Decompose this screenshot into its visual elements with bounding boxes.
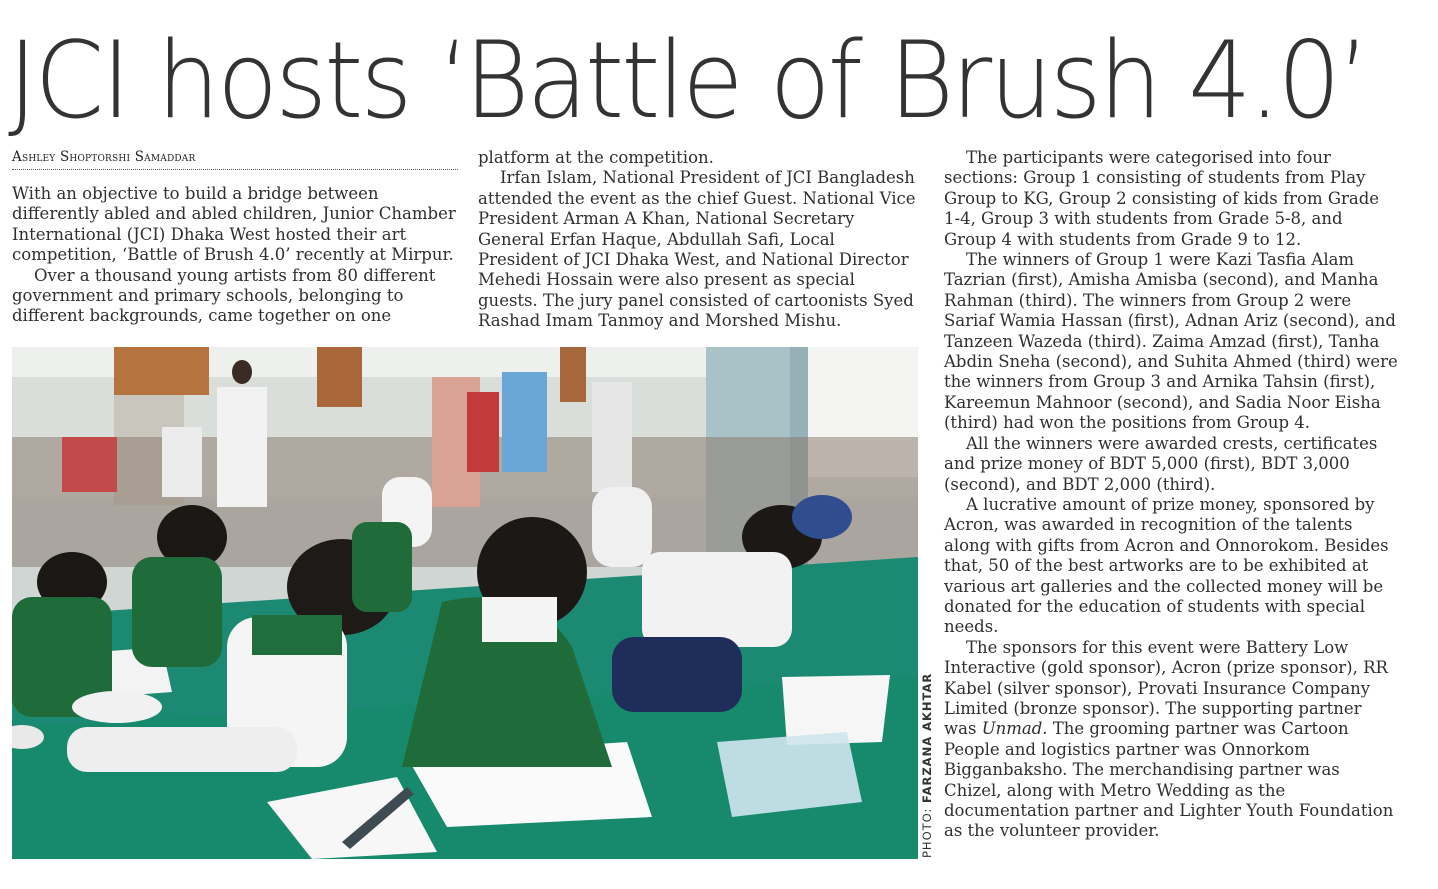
- paragraph: platform at the competition.: [478, 148, 714, 167]
- photo-credit-prefix: PHOTO:: [920, 802, 934, 858]
- photographer-name: FARZANA AKHTAR: [920, 672, 934, 803]
- byline: Ashley Shoptorshi Samaddar: [12, 149, 458, 170]
- paragraph: The winners of Group 1 were Kazi Tasfia Alam Tazrian (first), Amisha Amisba (second), and Manha Rahman (third). The winners from Group 2 were Sariaf Wamia Hassan (first), Adnan Ariz (second), and Tanzeen Wazeda (third). Zaima Amzad (first), Tanha Abdin Sneha (second), and Suhita Ahmed (third) were the winners from Group 3 and Arnika Tahsin (first), Kareemun Mahnoor (second), and Sadia Noor Eisha (third) had won the positions from Group 4.: [944, 250, 1398, 433]
- sponsors-paragraph: [944, 638, 1399, 842]
- paragraph: Over a thousand young artists from 80 different government and primary schools, belonging to different backgrounds, came together on one: [12, 265, 436, 326]
- paragraph: A lucrative amount of prize money, sponsored by Acron, was awarded in recognition of the talents along with gifts from Acron and Onnorokom. Besides that, 50 of the best artworks are to be exhibited at various art galleries and the collected money will be donated for the education of students with special needs.: [944, 494, 1389, 637]
- article-column-3: [944, 148, 1399, 842]
- paragraph: With an objective to build a bridge between differently abled and abled children, Junior Chamber International (JCI) Dhaka West hosted their art competition, ‘Battle of Brush 4.0’ recently at Mirpur.: [12, 184, 456, 265]
- paragraph: The participants were categorised into four sections: Group 1 consisting of students from Play Group to KG, Group 2 consisting of kids from Grade 1-4, Group 3 with students from Grade 5-8, and Group 4 with students from Grade 9 to 12.: [944, 148, 1380, 249]
- article-photo: [12, 347, 918, 859]
- photo-illustration: [12, 347, 918, 859]
- sponsors-text: The sponsors for this event were Battery Low Interactive (gold sponsor), Acron (prize sponsor), RR Kabel (silver sponsor), Provati Insurance Company Limited (bronze sponsor). The supporting partner was: [944, 637, 1388, 739]
- partner-name-italic: Unmad.: [981, 719, 1048, 739]
- photo-credit: [920, 618, 938, 858]
- article-column-1: [12, 184, 462, 327]
- article-column-2: [478, 148, 918, 332]
- paragraph: Irfan Islam, National President of JCI Bangladesh attended the event as the chief Guest. National Vice President Arman A Khan, National Secretary General Erfan Haque, Abdullah Safi, Local President of JCI Dhaka West, and National Director Mehedi Hossain were also present as special guests. The jury panel consisted of cartoonists Syed Rashad Imam Tanmoy and Morshed Mishu.: [478, 168, 916, 331]
- sponsors-text-continued: The grooming partner was Cartoon People and logistics partner was Onnorkom Bigganbaksho. The merchandising partner was Chizel, along with Metro Wedding as the documentation partner and Lighter Youth Foundation as the volunteer provider.: [944, 719, 1394, 841]
- headline: JCI hosts ‘Battle of Brush 4.0’: [8, 19, 1367, 142]
- paragraph: All the winners were awarded crests, certificates and prize money of BDT 5,000 (first), BDT 3,000 (second), and BDT 2,000 (third).: [944, 433, 1378, 494]
